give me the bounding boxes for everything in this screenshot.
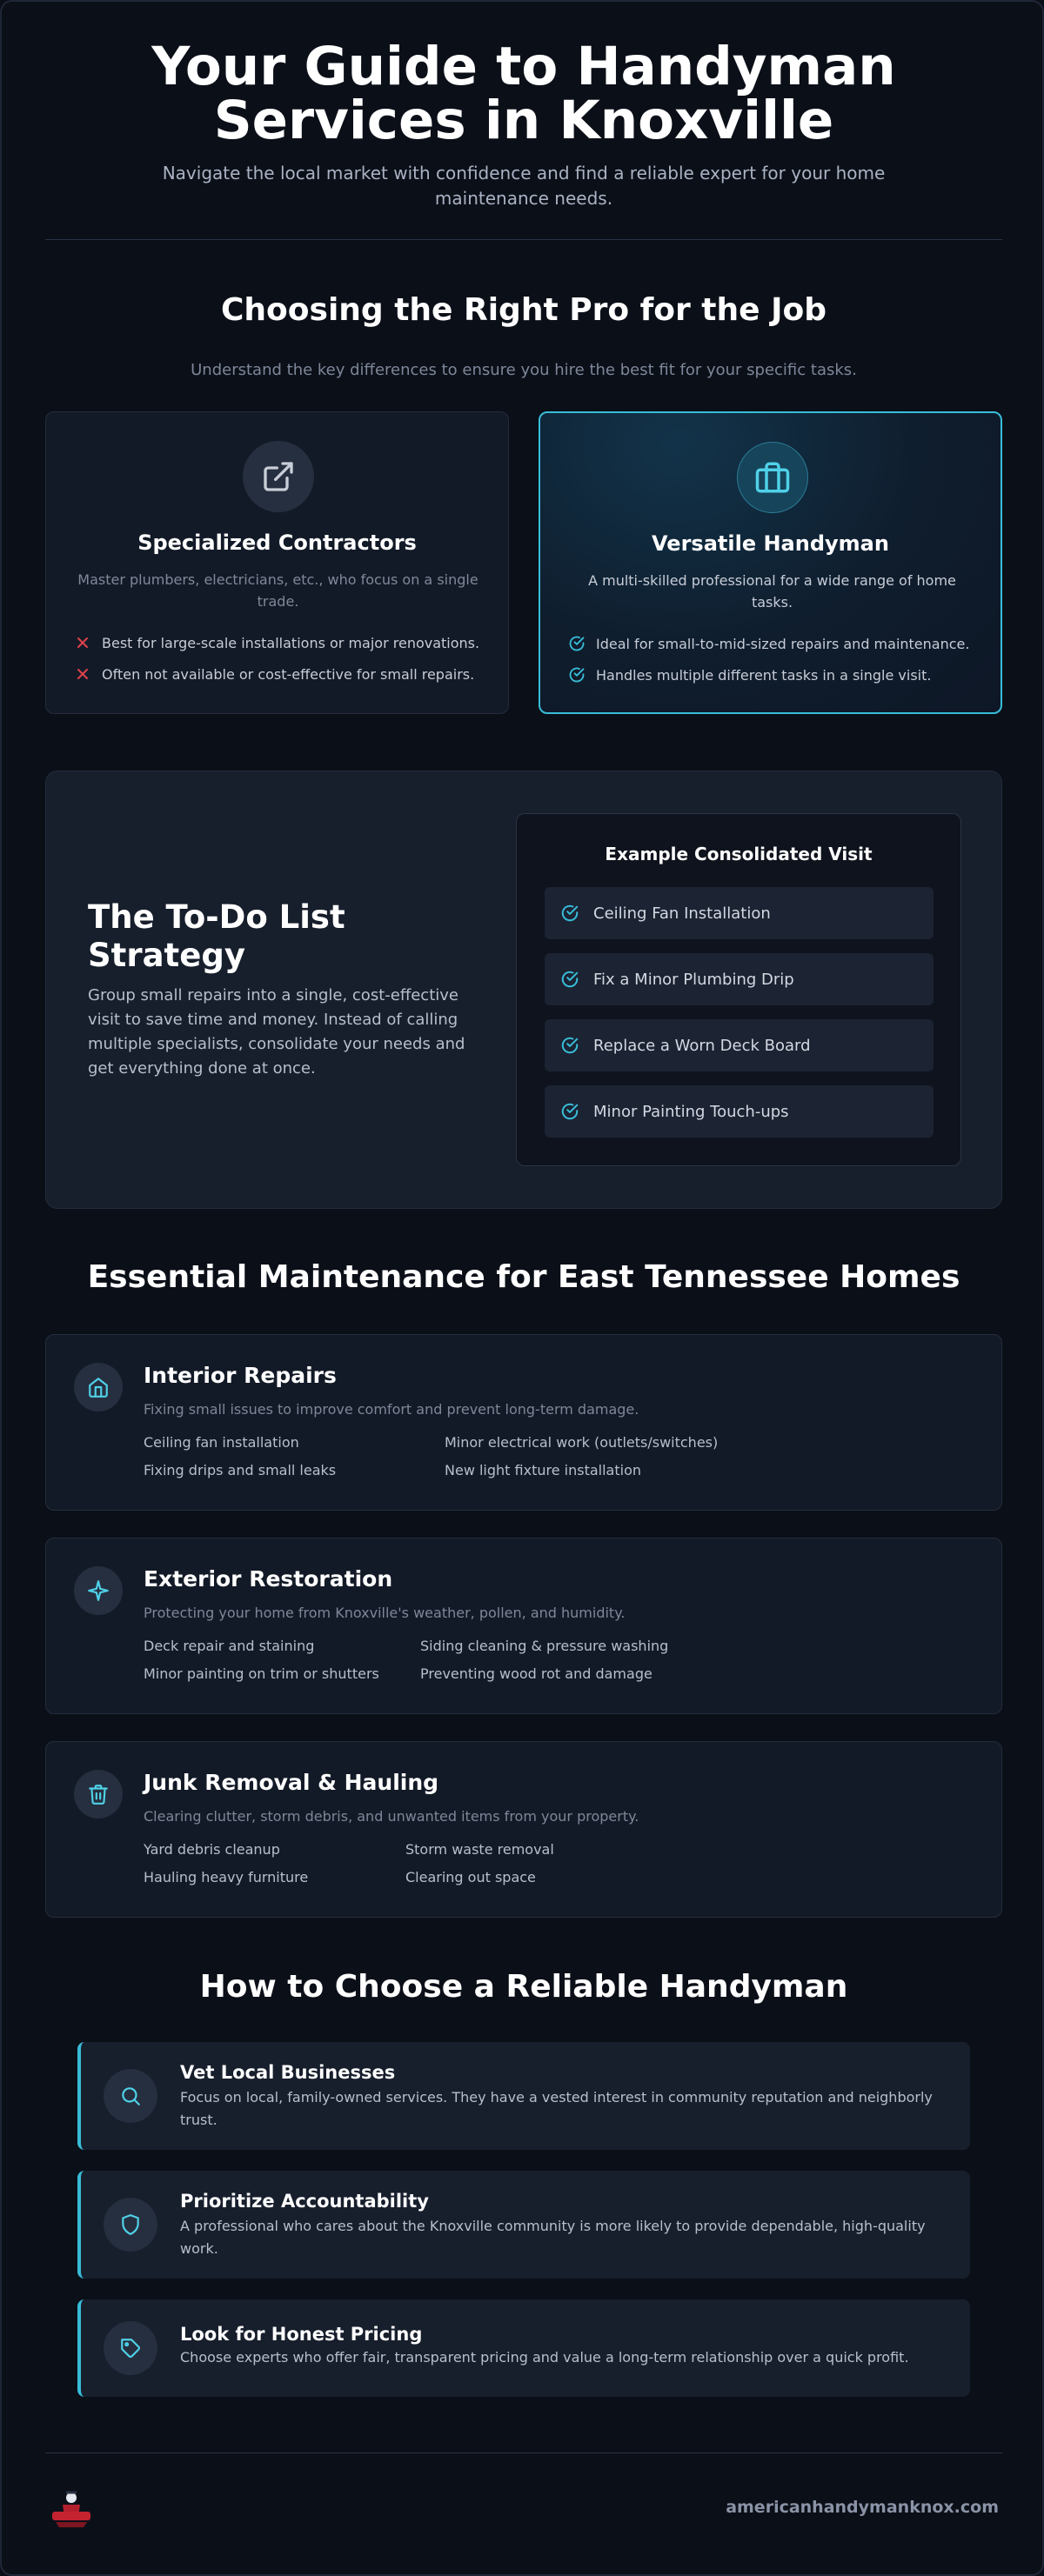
maintenance-card-subtitle: Clearing clutter, storm debris, and unwanted items from your property. (144, 1808, 639, 1825)
maintenance-card-exterior (45, 1538, 1002, 1714)
maintenance-item: Minor painting on trim or shutters (144, 1665, 379, 1682)
shield-icon (104, 2198, 157, 2252)
maintenance-card-interior (45, 1334, 1002, 1511)
choose-card-text: Choose experts who offer fair, transparent pricing and value a long-term relationship over a quick profit. (180, 2349, 909, 2366)
visit-item-label: Minor Painting Touch-ups (593, 1102, 789, 1121)
trash-icon (74, 1770, 123, 1819)
handyman-name: Versatile Handyman (652, 531, 889, 556)
contractor-point-text: Often not available or cost-effective for small repairs. (102, 665, 475, 683)
company-logo[interactable] (47, 2487, 96, 2529)
sparkle-icon (74, 1566, 123, 1615)
choose-card-text: Focus on local, family-owned services. They have a vested interest in community reputation and neighborly trust. (180, 2089, 933, 2128)
maintenance-card-title: Exterior Restoration (144, 1566, 393, 1592)
handyman-point-text: Handles multiple different tasks in a single visit. (596, 666, 932, 684)
strategy-title: The To-Do List Strategy (88, 898, 345, 974)
maintenance-title: Essential Maintenance for East Tennessee Homes (87, 1259, 960, 1295)
maintenance-item: Hauling heavy furniture (144, 1869, 309, 1885)
maintenance-card-title: Junk Removal & Hauling (144, 1770, 439, 1795)
choose-card-text: A professional who cares about the Knoxville community is more likely to provide dependable, high-quality work. (180, 2218, 926, 2257)
handyman-point (568, 635, 969, 652)
header-divider (45, 239, 1002, 240)
x-icon (74, 634, 91, 651)
page-subtitle: Navigate the local market with confidence and find a reliable expert for your home maintenance needs. (162, 163, 886, 209)
choosing-title: Choosing the Right Pro for the Job (221, 292, 826, 328)
visit-item (545, 1085, 934, 1138)
contractor-point (74, 634, 479, 651)
maintenance-item: Clearing out space (405, 1869, 536, 1885)
choosing-subtitle: Understand the key differences to ensure you hire the best fit for your specific tasks. (191, 361, 857, 379)
contractor-card (45, 411, 509, 714)
page-title (2, 36, 1044, 151)
maintenance-card-subtitle: Protecting your home from Knoxville's weather, pollen, and humidity. (144, 1605, 626, 1621)
maintenance-card-subtitle: Fixing small issues to improve comfort and prevent long-term damage. (144, 1401, 639, 1418)
maintenance-card-junk (45, 1741, 1002, 1918)
home-icon (74, 1363, 123, 1411)
choose-card-title: Look for Honest Pricing (180, 2324, 423, 2345)
maintenance-card-title: Interior Repairs (144, 1363, 337, 1388)
visit-item-label: Fix a Minor Plumbing Drip (593, 970, 794, 989)
x-icon (74, 665, 91, 683)
consolidated-visit-box (516, 813, 961, 1166)
maintenance-item: Storm waste removal (405, 1841, 554, 1858)
maintenance-item: Fixing drips and small leaks (144, 1462, 337, 1478)
contractor-desc: Master plumbers, electricians, etc., who focus on a single trade. (77, 571, 478, 610)
search-icon (104, 2069, 157, 2123)
check-circle-icon (560, 904, 579, 923)
handyman-point-text: Ideal for small-to-mid-sized repairs and maintenance. (596, 635, 970, 652)
handyman-desc: A multi-skilled professional for a wide range of home tasks. (588, 572, 956, 611)
external-link-icon (243, 441, 314, 512)
strategy-panel (45, 771, 1002, 1209)
maintenance-item: Yard debris cleanup (144, 1841, 280, 1858)
maintenance-item: Preventing wood rot and damage (420, 1665, 652, 1682)
visit-item-label: Ceiling Fan Installation (593, 904, 771, 923)
visit-item-label: Replace a Worn Deck Board (593, 1036, 811, 1055)
site-url[interactable]: americanhandymanknox.com (726, 2498, 999, 2517)
check-circle-icon (568, 666, 586, 684)
visit-item (545, 887, 934, 939)
handyman-point (568, 666, 931, 684)
choose-card-vet (77, 2042, 970, 2150)
check-circle-icon (560, 1036, 579, 1055)
handyman-card (539, 411, 1002, 714)
maintenance-item: Siding cleaning & pressure washing (420, 1638, 669, 1654)
check-circle-icon (568, 635, 586, 652)
contractor-name: Specialized Contractors (137, 531, 417, 555)
check-circle-icon (560, 970, 579, 989)
title-line-1: Your Guide to Handyman (151, 36, 896, 97)
maintenance-item: Deck repair and staining (144, 1638, 315, 1654)
choose-card-pricing (77, 2299, 970, 2397)
choose-card-accountability (77, 2171, 970, 2279)
tag-icon (104, 2321, 157, 2375)
briefcase-icon (737, 442, 808, 513)
check-circle-icon (560, 1102, 579, 1121)
maintenance-item: Ceiling fan installation (144, 1434, 299, 1451)
maintenance-item: Minor electrical work (outlets/switches) (445, 1434, 719, 1451)
maintenance-item: New light fixture installation (445, 1462, 641, 1478)
visit-title: Example Consolidated Visit (605, 844, 873, 864)
choose-card-title: Prioritize Accountability (180, 2191, 429, 2212)
title-line-2: Services in Knoxville (213, 90, 834, 151)
contractor-point-text: Best for large-scale installations or major renovations. (102, 634, 480, 651)
contractor-point (74, 665, 474, 683)
visit-item (545, 1019, 934, 1071)
choose-card-title: Vet Local Businesses (180, 2062, 396, 2083)
visit-item (545, 953, 934, 1005)
choose-title: How to Choose a Reliable Handyman (199, 1969, 848, 2005)
strategy-text: Group small repairs into a single, cost-effective visit to save time and money. Instead of calling multiple specialists, consolidate your needs and get everything done at once. (88, 986, 465, 1078)
